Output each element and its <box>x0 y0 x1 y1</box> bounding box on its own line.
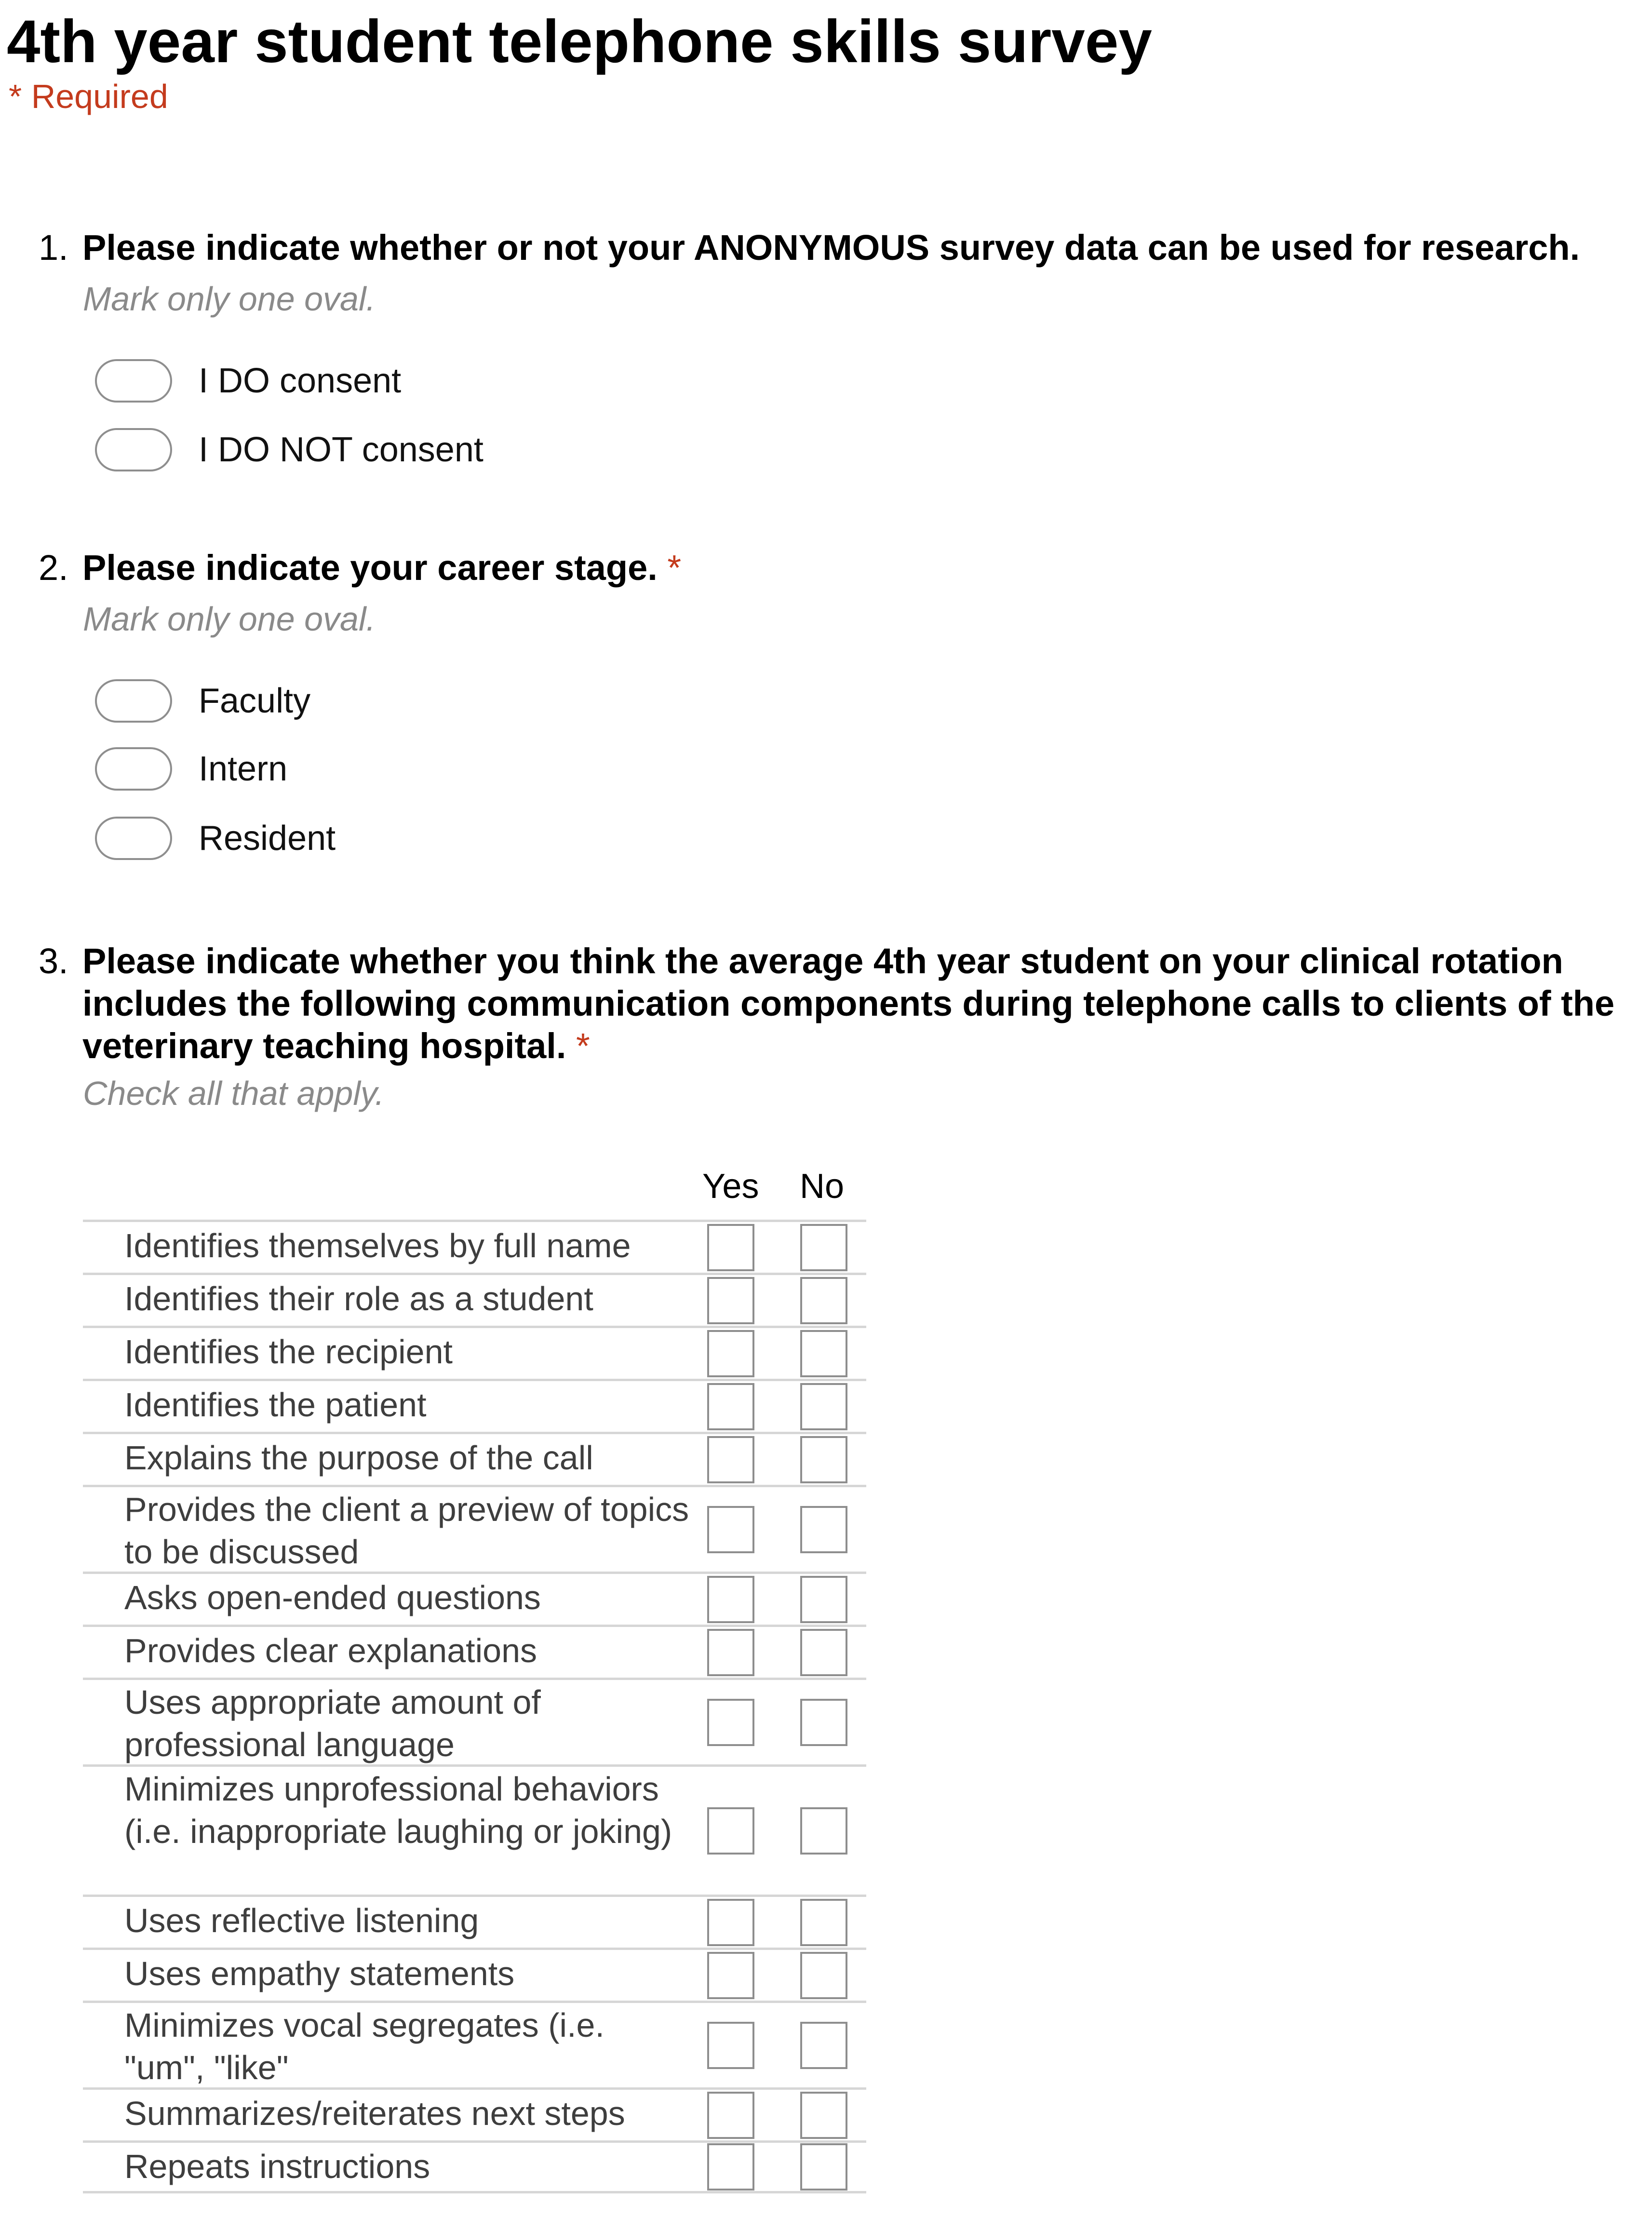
checkbox-no[interactable] <box>800 1629 847 1676</box>
checkbox-no[interactable] <box>800 1436 847 1483</box>
row-label: Minimizes unprofessional behaviors (i.e. inappropriate laughing or joking) <box>124 1770 672 1850</box>
grid-row <box>83 1895 866 1948</box>
required-marker: * <box>667 548 682 588</box>
checkbox-no[interactable] <box>800 2143 847 2191</box>
form-title: 4th year student telephone skills survey <box>7 8 1152 75</box>
checkbox-no[interactable] <box>800 1330 847 1377</box>
row-label: Repeats instructions <box>124 2148 430 2185</box>
required-note: * Required <box>9 78 168 115</box>
question-hint: Mark only one oval. <box>83 600 376 638</box>
grid-header <box>83 1157 866 1220</box>
row-label: Identifies their role as a student <box>124 1280 593 1317</box>
grid-row <box>83 2001 866 2087</box>
radio-option-intern[interactable] <box>95 745 287 793</box>
row-label: Asks open-ended questions <box>124 1579 541 1616</box>
grid-row <box>83 1572 866 1625</box>
row-label: Identifies themselves by full name <box>124 1227 631 1264</box>
grid-row <box>83 2087 866 2140</box>
checkbox-yes[interactable] <box>707 1576 754 1623</box>
checkbox-grid <box>83 1157 866 2193</box>
radio-oval[interactable] <box>95 747 172 791</box>
question-hint: Check all that apply. <box>83 1075 385 1112</box>
checkbox-no[interactable] <box>800 1807 847 1855</box>
question-title-text: Please indicate your career stage. <box>82 548 658 588</box>
row-label: Provides clear explanations <box>124 1632 537 1669</box>
radio-option-resident[interactable] <box>95 814 336 862</box>
checkbox-no[interactable] <box>800 1383 847 1430</box>
checkbox-no[interactable] <box>800 2092 847 2139</box>
radio-option-consent[interactable] <box>95 357 401 405</box>
checkbox-yes[interactable] <box>707 1277 754 1324</box>
column-header-yes: Yes <box>702 1167 759 1206</box>
radio-oval[interactable] <box>95 817 172 860</box>
question-title <box>82 940 1644 1067</box>
checkbox-yes[interactable] <box>707 2092 754 2139</box>
option-label: Faculty <box>199 682 311 720</box>
checkbox-no[interactable] <box>800 1576 847 1623</box>
radio-oval[interactable] <box>95 428 172 471</box>
question-2 <box>0 547 1652 884</box>
radio-oval[interactable] <box>95 359 172 403</box>
row-label: Uses reflective listening <box>124 1902 479 1939</box>
option-label: I DO NOT consent <box>199 430 484 469</box>
question-number: 3. <box>39 941 68 981</box>
row-label: Minimizes vocal segregates (i.e. "um", "like" <box>124 2006 604 2086</box>
row-label: Provides the client a preview of topics to be discussed <box>124 1491 689 1571</box>
checkbox-yes[interactable] <box>707 1699 754 1746</box>
row-label: Summarizes/reiterates next steps <box>124 2095 625 2132</box>
option-label: I DO consent <box>199 362 402 400</box>
question-title-text: Please indicate whether you think the average 4th year student on your clinical rotation includes the following communication components during telephone calls to clients of the veterinary teaching hospital. <box>82 941 1615 1066</box>
grid-row <box>83 2140 866 2193</box>
grid-row <box>83 1220 866 1273</box>
checkbox-yes[interactable] <box>707 1899 754 1946</box>
checkbox-yes[interactable] <box>707 2143 754 2191</box>
option-label: Resident <box>199 819 336 858</box>
checkbox-no[interactable] <box>800 1899 847 1946</box>
column-header-no: No <box>799 1167 845 1206</box>
checkbox-yes[interactable] <box>707 2022 754 2069</box>
checkbox-no[interactable] <box>800 1952 847 1999</box>
checkbox-yes[interactable] <box>707 1629 754 1676</box>
required-marker: * <box>576 1026 590 1066</box>
radio-option-faculty[interactable] <box>95 677 310 725</box>
checkbox-no[interactable] <box>800 1506 847 1553</box>
checkbox-yes[interactable] <box>707 1436 754 1483</box>
question-3 <box>0 940 1652 1133</box>
question-1 <box>0 227 1652 497</box>
row-label: Identifies the patient <box>124 1386 427 1424</box>
grid-row <box>83 1273 866 1326</box>
grid-row <box>83 1678 866 1764</box>
question-title <box>82 227 1652 269</box>
option-label: Intern <box>199 750 288 788</box>
grid-row <box>83 1432 866 1485</box>
checkbox-yes[interactable] <box>707 1807 754 1855</box>
checkbox-yes[interactable] <box>707 1952 754 1999</box>
checkbox-yes[interactable] <box>707 1383 754 1430</box>
checkbox-no[interactable] <box>800 1224 847 1271</box>
grid-row <box>83 1485 866 1572</box>
checkbox-no[interactable] <box>800 1699 847 1746</box>
grid-row <box>83 1379 866 1432</box>
checkbox-yes[interactable] <box>707 1330 754 1377</box>
radio-option-no-consent[interactable] <box>95 426 484 474</box>
checkbox-no[interactable] <box>800 2022 847 2069</box>
grid-row <box>83 1326 866 1379</box>
grid-row <box>83 1948 866 2001</box>
question-title <box>82 547 1652 589</box>
row-label: Uses empathy statements <box>124 1955 515 1992</box>
checkbox-yes[interactable] <box>707 1506 754 1553</box>
question-title-text: Please indicate whether or not your ANONYMOUS survey data can be used for research. <box>82 228 1580 268</box>
checkbox-yes[interactable] <box>707 1224 754 1271</box>
row-label: Uses appropriate amount of professional language <box>124 1683 541 1763</box>
question-number: 1. <box>39 228 68 268</box>
question-number: 2. <box>39 548 68 588</box>
row-label: Identifies the recipient <box>124 1333 453 1371</box>
grid-row <box>83 1764 866 1895</box>
row-label: Explains the purpose of the call <box>124 1439 593 1477</box>
question-hint: Mark only one oval. <box>83 280 376 318</box>
checkbox-no[interactable] <box>800 1277 847 1324</box>
radio-oval[interactable] <box>95 679 172 723</box>
grid-row <box>83 1625 866 1678</box>
